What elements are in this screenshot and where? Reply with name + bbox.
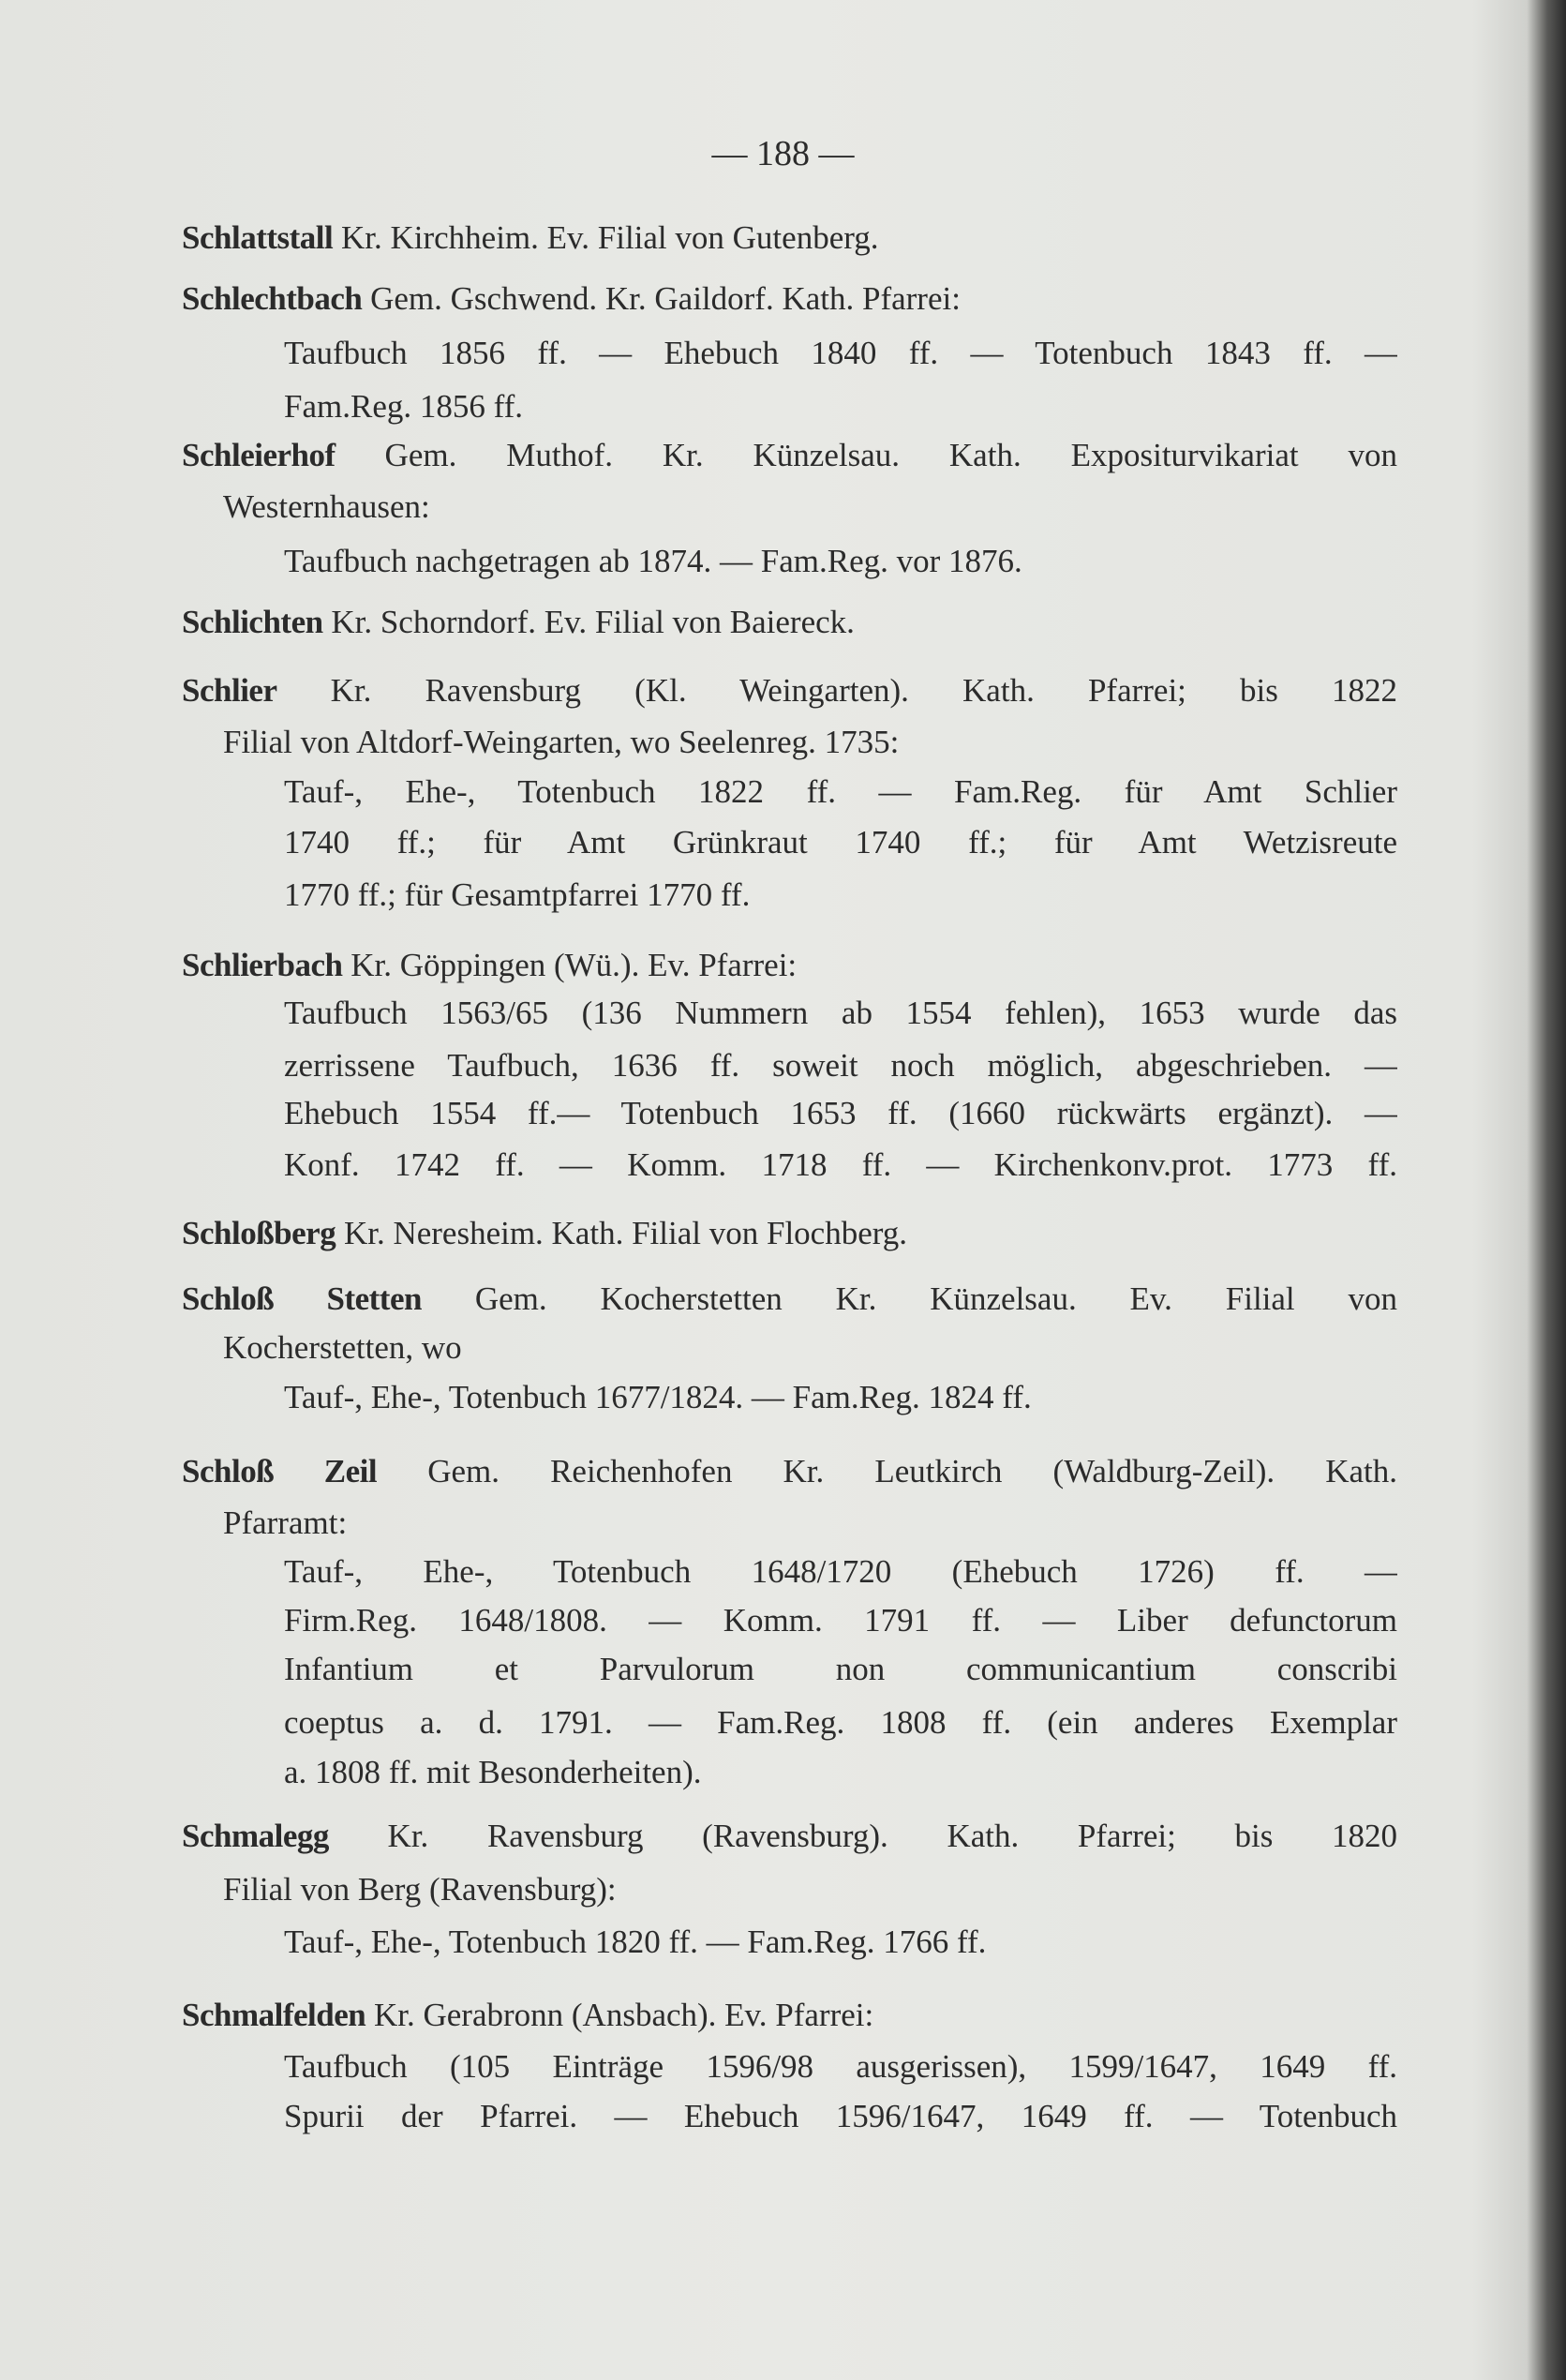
entry-headword: Schmalfelden xyxy=(182,1997,366,2033)
entry-text: Infantium et Parvulorum non communicantium conscribi xyxy=(284,1651,1397,1687)
entry-text: Firm.Reg. 1648/1808. — Komm. 1791 ff. — Liber defunctorum xyxy=(284,1602,1397,1639)
entry-line xyxy=(182,1812,1397,1861)
entry-line xyxy=(182,1991,1397,2040)
record-line xyxy=(223,483,1397,531)
entry-line xyxy=(182,1209,1397,1258)
entry-text: Filial von Berg (Ravensburg): xyxy=(223,1871,617,1908)
entry-line xyxy=(182,1447,1397,1496)
entry-line xyxy=(182,598,1397,647)
entry-text: Tauf-, Ehe-, Totenbuch 1820 ff. — Fam.Reg. 1766 ff. xyxy=(284,1923,987,1960)
record-line xyxy=(223,1865,1397,1914)
entry-text: Kr. Neresheim. Kath. Filial von Flochberg. xyxy=(336,1215,908,1251)
entry-text: Filial von Altdorf-Weingarten, wo Seelenreg. 1735: xyxy=(223,724,900,760)
record-line xyxy=(284,1596,1397,1645)
entry-headword: Schlechtbach xyxy=(182,280,363,317)
entry-line xyxy=(182,214,1397,262)
entry-text: Fam.Reg. 1856 ff. xyxy=(284,388,524,425)
entry-text: Kr. Ravensburg (Ravensburg). Kath. Pfarrei; bis 1820 xyxy=(328,1818,1397,1854)
entry-headword: Schlierbach xyxy=(182,947,343,983)
entry-text: Kr. Schorndorf. Ev. Filial von Baiereck. xyxy=(322,604,855,640)
entry-text: Tauf-, Ehe-, Totenbuch 1677/1824. — Fam.Reg. 1824 ff. xyxy=(284,1379,1032,1415)
entry-headword: Schmalegg xyxy=(182,1818,329,1854)
entry-text: Gem. Muthof. Kr. Künzelsau. Kath. Expositurvikariat von xyxy=(335,437,1397,473)
record-line xyxy=(284,382,1397,431)
entry-line xyxy=(182,275,1397,323)
entry-text: coeptus a. d. 1791. — Fam.Reg. 1808 ff. (ein anderes Exemplar xyxy=(284,1704,1397,1741)
entry-text: Taufbuch nachgetragen ab 1874. — Fam.Reg. vor 1876. xyxy=(284,543,1022,579)
entry-text: Kr. Kirchheim. Ev. Filial von Gutenberg. xyxy=(333,219,879,256)
entry-text: 1770 ff.; für Gesamtpfarrei 1770 ff. xyxy=(284,876,751,913)
entry-headword: Schlichten xyxy=(182,604,323,640)
entry-headword: Schloß Zeil xyxy=(182,1453,378,1489)
entry-text: Taufbuch 1856 ff. — Ehebuch 1840 ff. — Totenbuch 1843 ff. — xyxy=(284,335,1397,371)
record-line xyxy=(284,2043,1397,2091)
entry-text: Gem. Gschwend. Kr. Gaildorf. Kath. Pfarrei: xyxy=(362,280,961,317)
record-line xyxy=(284,1041,1397,1090)
record-line xyxy=(284,1748,1397,1797)
entry-headword: Schlier xyxy=(182,672,277,709)
record-line xyxy=(284,537,1397,586)
record-line xyxy=(223,1499,1397,1548)
entry-text: 1740 ff.; für Amt Grünkraut 1740 ff.; für Amt Wetzisreute xyxy=(284,824,1397,861)
record-line xyxy=(284,329,1397,378)
entry-headword: Schloß Stetten xyxy=(182,1280,422,1317)
entry-line xyxy=(182,431,1397,480)
record-line xyxy=(223,718,1397,767)
record-line xyxy=(284,1645,1397,1694)
entry-text: Kr. Göppingen (Wü.). Ev. Pfarrei: xyxy=(342,947,798,983)
entry-text: Taufbuch 1563/65 (136 Nummern ab 1554 fehlen), 1653 wurde das xyxy=(284,995,1397,1031)
record-line xyxy=(284,871,1397,920)
entry-line xyxy=(182,941,1397,990)
entry-text: Ehebuch 1554 ff.— Totenbuch 1653 ff. (1660 rückwärts ergänzt). — xyxy=(284,1095,1397,1131)
entry-text: Tauf-, Ehe-, Totenbuch 1648/1720 (Ehebuch 1726) ff. — xyxy=(284,1553,1397,1590)
record-line xyxy=(284,1141,1397,1190)
entry-text: Taufbuch (105 Einträge 1596/98 ausgerissen), 1599/1647, 1649 ff. xyxy=(284,2048,1397,2085)
entry-text: Tauf-, Ehe-, Totenbuch 1822 ff. — Fam.Reg. für Amt Schlier xyxy=(284,773,1397,810)
entry-text: Kocherstetten, wo xyxy=(223,1329,462,1366)
entry-line xyxy=(182,1275,1397,1324)
entry-text: Kr. Gerabronn (Ansbach). Ev. Pfarrei: xyxy=(365,1997,874,2033)
entry-text: zerrissene Taufbuch, 1636 ff. soweit noch möglich, abgeschrieben. — xyxy=(284,1047,1397,1084)
record-line xyxy=(284,818,1397,867)
entry-text: Westernhausen: xyxy=(223,488,430,525)
entry-text: Gem. Kocherstetten Kr. Künzelsau. Ev. Filial von xyxy=(421,1280,1397,1317)
record-line xyxy=(223,1324,1397,1372)
record-line xyxy=(284,1548,1397,1596)
record-line xyxy=(284,1918,1397,1967)
entry-headword: Schleierhof xyxy=(182,437,336,473)
record-line xyxy=(284,1089,1397,1138)
record-line xyxy=(284,1373,1397,1422)
record-line xyxy=(284,1699,1397,1747)
record-line xyxy=(284,989,1397,1038)
entry-text: Gem. Reichenhofen Kr. Leutkirch (Waldburg-Zeil). Kath. xyxy=(377,1453,1397,1489)
entry-headword: Schlattstall xyxy=(182,219,334,256)
entry-text: Spurii der Pfarrei. — Ehebuch 1596/1647, 1649 ff. — Totenbuch xyxy=(284,2098,1397,2134)
entry-text: Konf. 1742 ff. — Komm. 1718 ff. — Kirchenkonv.prot. 1773 ff. xyxy=(284,1146,1397,1183)
entry-headword: Schloßberg xyxy=(182,1215,336,1251)
entry-text: a. 1808 ff. mit Besonderheiten). xyxy=(284,1754,702,1790)
record-line xyxy=(284,2092,1397,2141)
entry-line xyxy=(182,666,1397,715)
page-number: — 188 — xyxy=(711,134,855,173)
entry-text: Pfarramt: xyxy=(223,1504,348,1541)
entry-text: Kr. Ravensburg (Kl. Weingarten). Kath. Pfarrei; bis 1822 xyxy=(276,672,1397,709)
record-line xyxy=(284,768,1397,816)
